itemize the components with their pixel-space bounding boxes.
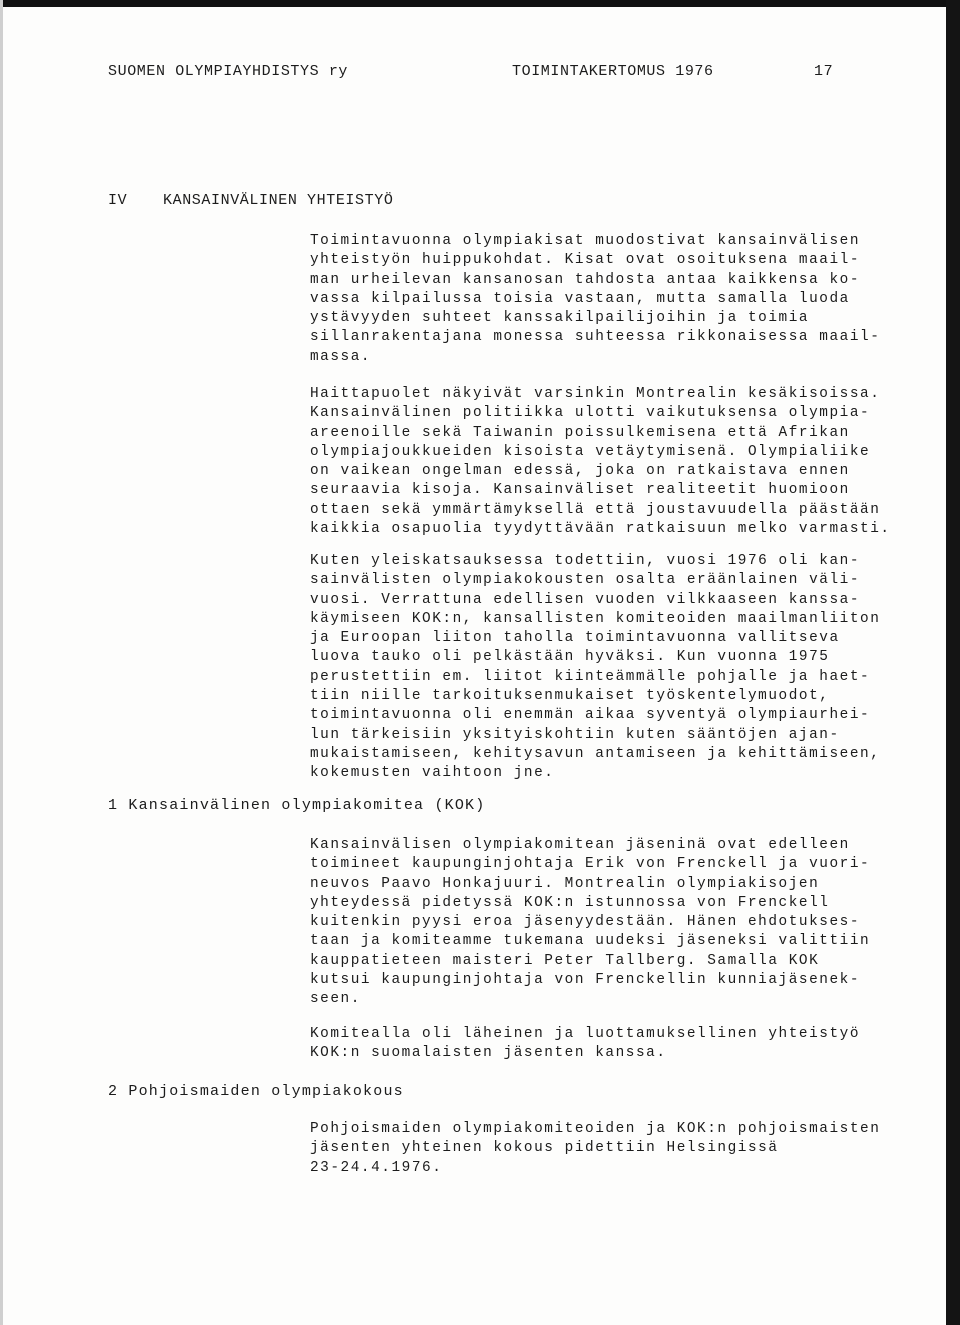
- text-line: vassa kilpailussa toisia vastaan, mutta samalla luoda: [310, 290, 850, 307]
- text-line: lun tärkeisiin yksityiskohtiin kuten sääntöjen ajan-: [310, 726, 840, 743]
- page-number: 17: [814, 63, 834, 80]
- scan-top-border: [0, 0, 960, 7]
- header-organization: SUOMEN OLYMPIAYHDISTYS ry: [108, 63, 349, 80]
- text-line: tiin niille tarkoituksenmukaiset työskentelymuodot,: [310, 688, 830, 705]
- text-line: olympiajoukkueiden kisoista vetäytymisenä. Olympialiike: [310, 443, 871, 460]
- text-line: seuraavia kisoja. Kansainväliset realiteetit huomioon: [310, 482, 850, 499]
- text-line: ystävyyden suhteet kanssakilpailijoihin ja toimia: [310, 310, 810, 327]
- text-line: on vaikean ongelman edessä, joka on ratkaistava ennen: [310, 463, 850, 480]
- text-line: kuitenkin pyysi eroa jäsenyydestään. Hänen ehdotukses-: [310, 914, 861, 931]
- text-line: ottaen sekä ymmärtämyksellä että joustavuudella päästään: [310, 501, 881, 518]
- paragraph-intro-2: [310, 385, 940, 539]
- text-line: ja Euroopan liiton taholla toimintavuonna vallitseva: [310, 630, 840, 647]
- text-line: kauppatieteen maisteri Peter Tallberg. Samalla KOK: [310, 952, 820, 969]
- text-line: areenoille sekä Taiwanin poissulkemisena että Afrikan: [310, 424, 850, 441]
- text-line: sillanrakentajana monessa suhteessa rikkonaisessa maail-: [310, 329, 881, 346]
- text-line: mukaistamiseen, kehitysavun antamiseen ja kehittämiseen,: [310, 745, 881, 762]
- text-line: toimineet kaupunginjohtaja Erik von Frenckell ja vuori-: [310, 856, 871, 873]
- text-line: taan ja komiteamme tukemana uudeksi jäseneksi valittiin: [310, 933, 871, 950]
- text-line: vuosi. Verrattuna edellisen vuoden vilkkaaseen kanssa-: [310, 591, 861, 608]
- text-line: kutsui kaupunginjohtaja von Frenckellin kunniajäsenek-: [310, 972, 861, 989]
- text-line: kokemusten vaihtoon jne.: [310, 765, 555, 782]
- text-line: KOK:n suomalaisten jäsenten kanssa.: [310, 1045, 667, 1062]
- text-line: Haittapuolet näkyivät varsinkin Montrealin kesäkisoissa.: [310, 386, 881, 402]
- paragraph-nordic-meeting: [310, 1120, 940, 1178]
- text-line: Toimintavuonna olympiakisat muodostivat kansainvälisen: [310, 233, 861, 249]
- chapter-number: IV: [108, 192, 128, 209]
- text-line: Kansainvälinen politiikka ulotti vaikutuksensa olympia-: [310, 405, 871, 422]
- text-line: Kansainvälisen olympiakomitean jäseninä ovat edelleen: [310, 837, 850, 853]
- text-line: toimintavuonna oli enemmän aikaa syventyä olympiaurhei-: [310, 707, 871, 724]
- text-line: perustettiin em. liitot kiinteämmälle pohjalle ja haet-: [310, 668, 871, 685]
- header-report-title: TOIMINTAKERTOMUS 1976: [512, 63, 714, 80]
- text-line: luova tauko oli pelkästään hyväksi. Kun vuonna 1975: [310, 649, 830, 666]
- text-line: käymiseen KOK:n, kansallisten komiteoiden maailmanliiton: [310, 610, 881, 627]
- chapter-title: KANSAINVÄLINEN YHTEISTYÖ: [163, 192, 394, 209]
- text-line: man urheilevan kansanosan tahdosta antaa kaikkensa ko-: [310, 271, 861, 288]
- paragraph-intro-3: [310, 552, 940, 784]
- paragraph-kok-members: [310, 836, 940, 1010]
- text-line: 23-24.4.1976.: [310, 1159, 443, 1176]
- scan-left-border: [0, 0, 3, 1325]
- text-line: jäsenten yhteinen kokous pidettiin Helsingissä: [310, 1140, 779, 1157]
- paragraph-kok-cooperation: [310, 1025, 940, 1064]
- text-line: neuvos Paavo Honkajuuri. Montrealin olympiakisojen: [310, 875, 820, 892]
- text-line: Komitealla oli läheinen ja luottamuksellinen yhteistyö: [310, 1026, 861, 1042]
- section-heading-nordic: 2 Pohjoismaiden olympiakokous: [108, 1083, 404, 1100]
- text-line: kaikkia osapuolia tyydyttävään ratkaisuun melko varmasti.: [310, 521, 891, 538]
- text-line: sainvälisten olympiakokousten osalta eräänlainen väli-: [310, 572, 861, 589]
- text-line: massa.: [310, 348, 372, 365]
- section-heading-kok: 1 Kansainvälinen olympiakomitea (KOK): [108, 797, 486, 814]
- scan-right-border: [946, 0, 960, 1325]
- text-line: yhteydessä pidetyssä KOK:n istunnossa von Frenckell: [310, 894, 830, 911]
- text-line: Pohjoismaiden olympiakomiteoiden ja KOK:n pohjoismaisten: [310, 1121, 881, 1137]
- text-line: yhteistyön huippukohdat. Kisat ovat osoituksena maail-: [310, 252, 861, 269]
- text-line: seen.: [310, 991, 361, 1008]
- paragraph-intro-1: [310, 232, 940, 367]
- text-line: Kuten yleiskatsauksessa todettiin, vuosi 1976 oli kan-: [310, 553, 861, 569]
